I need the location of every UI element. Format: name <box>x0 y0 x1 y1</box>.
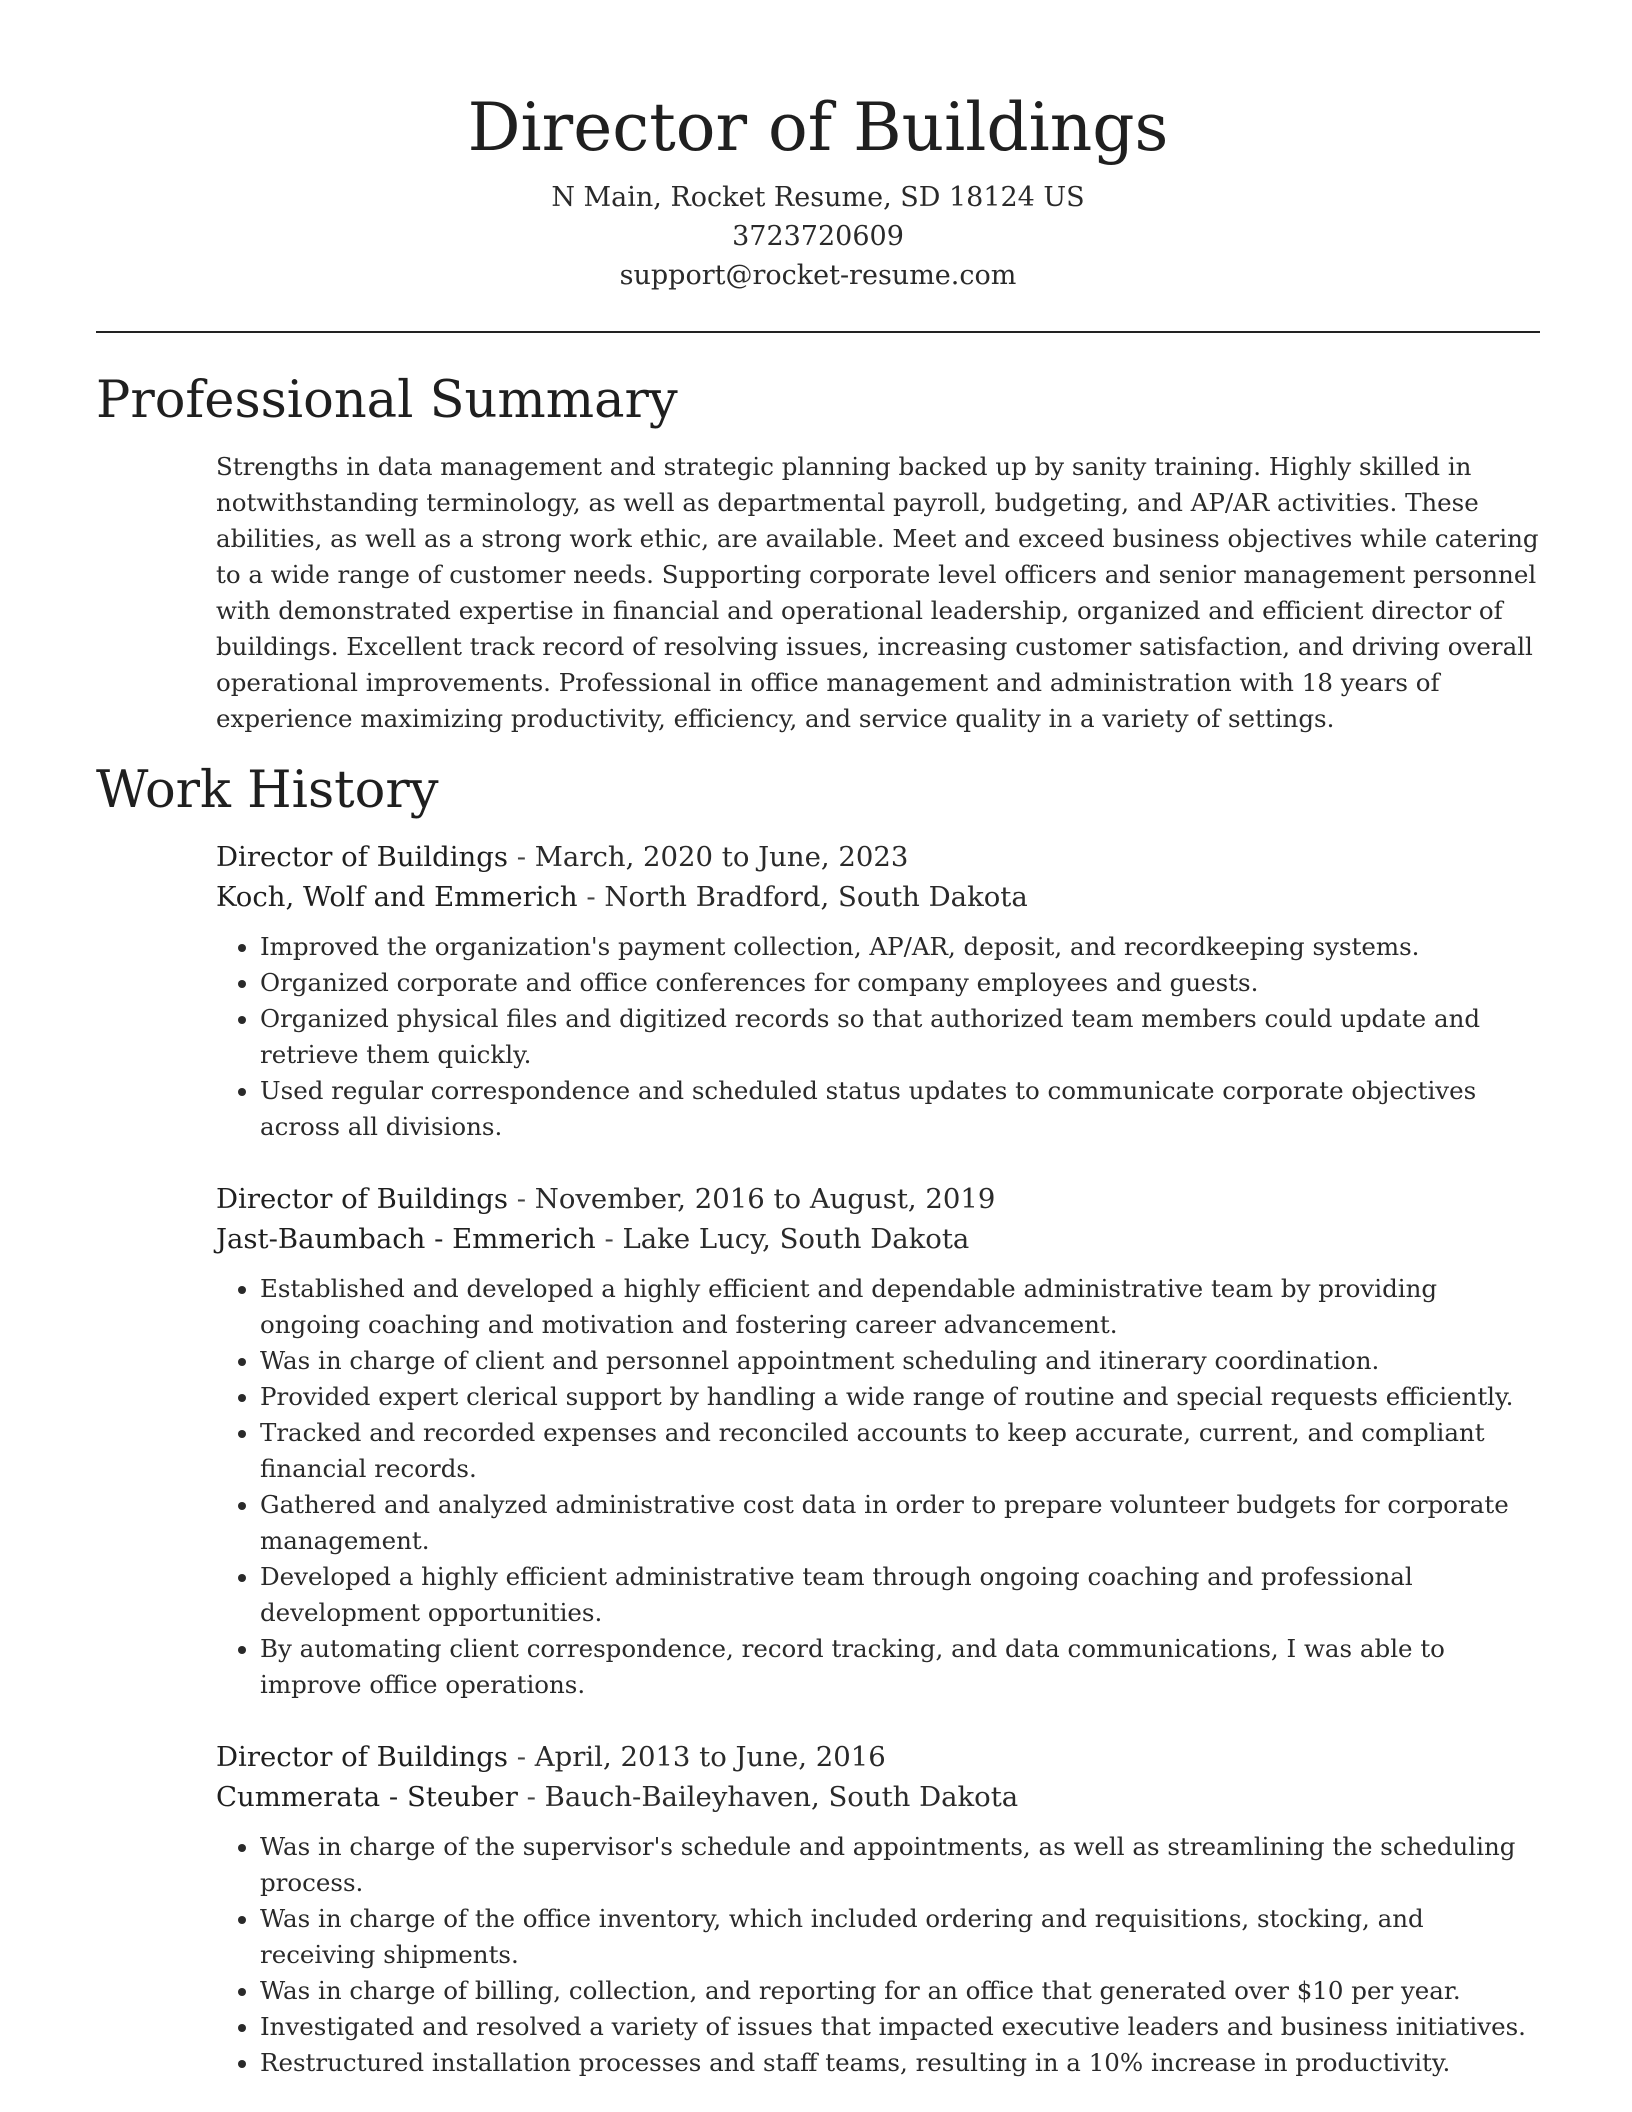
job-location: North Bradford, South Dakota <box>604 881 1028 913</box>
phone: 3723720609 <box>732 221 904 252</box>
summary-heading: Professional Summary <box>96 371 678 430</box>
duty-item: • Was in charge of client and personnel appointment scheduling and itinerary coordination. <box>260 1343 1540 1379</box>
job-dates: March, 2020 to June, 2023 <box>534 841 909 873</box>
separator: - <box>507 1741 535 1773</box>
duty-item: • Was in charge of the supervisor's schedule and appointments, as well as streamlining the scheduling process. <box>260 1829 1540 1901</box>
duties-list <box>216 1271 1540 1703</box>
duty-item: • Investigated and resolved a variety of issues that impacted executive leaders and business initiatives. <box>260 2009 1540 2045</box>
duty-item: • Gathered and analyzed administrative cost data in order to prepare volunteer budgets for corporate management. <box>260 1487 1540 1559</box>
duty-item: • Established and developed a highly efficient and dependable administrative team by providing ongoing coaching and motivation and fostering career advancement. <box>260 1271 1540 1343</box>
employer-line <box>216 1219 1540 1259</box>
duty-item: • By automating client correspondence, record tracking, and data communications, I was able to improve office operations. <box>260 1631 1540 1703</box>
summary-text: Strengths in data management and strategic planning backed up by sanity training. Highly skilled in notwithstanding terminology, as well as departmental payroll, budgeting, and AP/AR activities. These abilities, as well as a strong work ethic, are available. Meet and exceed business objectives while catering to a wide range of customer needs. Supporting corporate level officers and senior management personnel with demonstrated expertise in financial and operational leadership, organized and efficient director of buildings. Excellent track record of resolving issues, increasing customer satisfaction, and driving overall operational improvements. Professional in office management and administration with 18 years of experience maximizing productivity, efficiency, and service quality in a variety of settings. <box>216 452 1539 733</box>
job-title-line <box>216 1737 1540 1777</box>
job-entry <box>216 837 1540 1145</box>
duty-item: • Improved the organization's payment collection, AP/AR, deposit, and recordkeeping systems. <box>260 929 1540 965</box>
job-entry <box>216 1737 1540 2081</box>
job-title-line <box>216 1179 1540 1219</box>
employer: Cummerata - Steuber <box>216 1781 518 1813</box>
job-location: Bauch-Baileyhaven, South Dakota <box>544 1781 1019 1813</box>
duty-item: • Tracked and recorded expenses and reconciled accounts to keep accurate, current, and compliant financial records. <box>260 1415 1540 1487</box>
duty-item: • Used regular correspondence and scheduled status updates to communicate corporate objectives across all divisions. <box>260 1073 1540 1145</box>
resume-header <box>96 0 1540 295</box>
separator: - <box>507 1183 535 1215</box>
duty-item: • Was in charge of the office inventory, which included ordering and requisitions, stocking, and receiving shipments. <box>260 1901 1540 1973</box>
separator: - <box>577 881 605 913</box>
duty-item: • Provided expert clerical support by handling a wide range of routine and special requests efficiently. <box>260 1379 1540 1415</box>
email: support@rocket-resume.com <box>619 260 1017 291</box>
job-title: Director of Buildings <box>216 841 508 873</box>
separator: - <box>595 1223 623 1255</box>
job-entry <box>216 1179 1540 1703</box>
duty-item: • Restructured installation processes and staff teams, resulting in a 10% increase in productivity. <box>260 2045 1540 2081</box>
separator: - <box>507 841 535 873</box>
employer-line <box>216 1777 1540 1817</box>
work-history-list <box>216 837 1540 2081</box>
duty-item: • Organized physical files and digitized records so that authorized team members could update and retrieve them quickly. <box>260 1001 1540 1073</box>
employer-line <box>216 877 1540 917</box>
candidate-title: Director of Buildings <box>467 89 1169 166</box>
duty-item: • Developed a highly efficient administrative team through ongoing coaching and professional development opportunities. <box>260 1559 1540 1631</box>
job-dates: November, 2016 to August, 2019 <box>534 1183 996 1215</box>
employer: Koch, Wolf and Emmerich <box>216 881 578 913</box>
duty-item: • Organized corporate and office conferences for company employees and guests. <box>260 965 1540 1001</box>
resume-page <box>96 0 1540 2081</box>
job-dates: April, 2013 to June, 2016 <box>534 1741 886 1773</box>
separator: - <box>517 1781 545 1813</box>
contact-info <box>96 178 1540 295</box>
job-location: Lake Lucy, South Dakota <box>622 1223 970 1255</box>
employer: Jast-Baumbach - Emmerich <box>216 1223 596 1255</box>
duties-list <box>216 1829 1540 2081</box>
header-divider <box>96 331 1540 333</box>
address: N Main, Rocket Resume, SD 18124 US <box>551 182 1085 213</box>
job-title: Director of Buildings <box>216 1183 508 1215</box>
duties-list <box>216 929 1540 1145</box>
job-title-line <box>216 837 1540 877</box>
job-title: Director of Buildings <box>216 1741 508 1773</box>
duty-item: • Was in charge of billing, collection, and reporting for an office that generated over $10 per year. <box>260 1973 1540 2009</box>
work-history-heading: Work History <box>96 761 439 820</box>
